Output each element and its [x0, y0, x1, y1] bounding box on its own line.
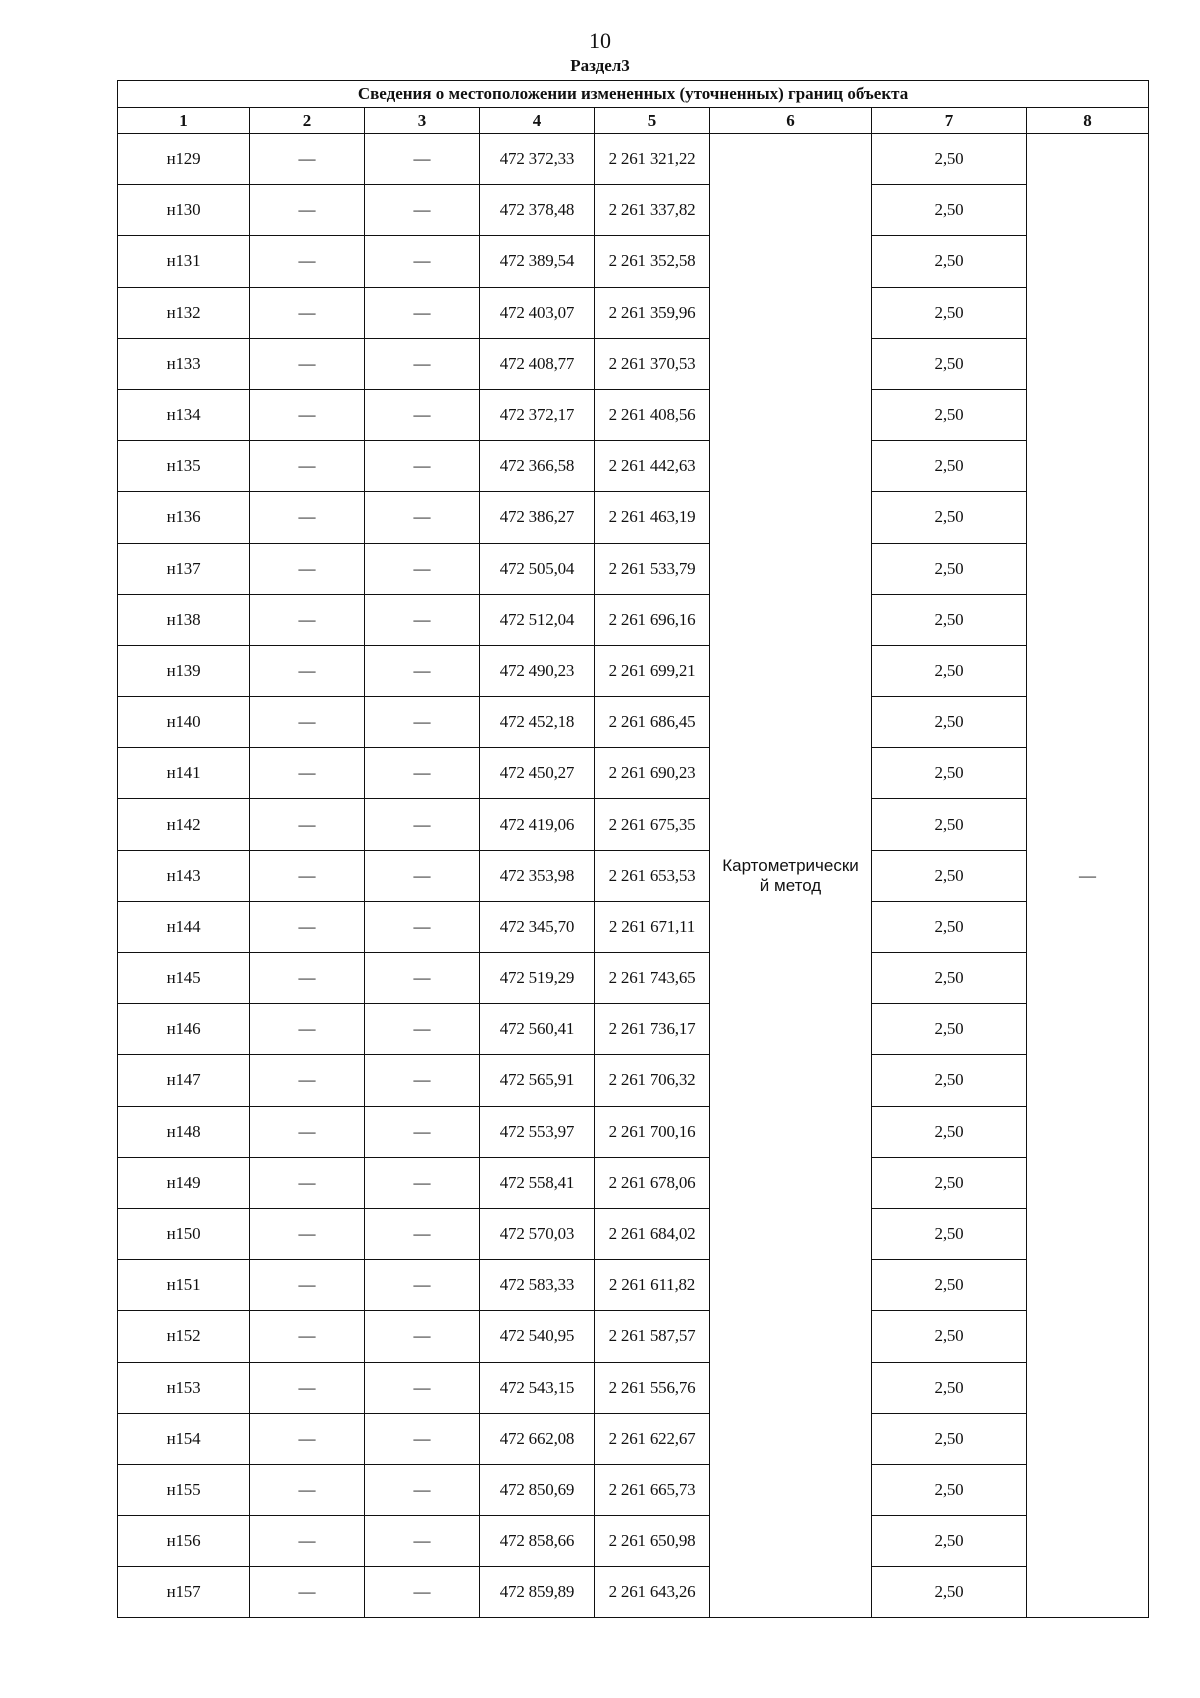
- table-row: [118, 134, 1149, 185]
- method-line-2: й метод: [759, 875, 822, 895]
- accuracy-value: 2,50: [872, 1208, 1027, 1259]
- table-row: [118, 287, 1149, 338]
- method-cell: [710, 134, 872, 1618]
- column-number: 6: [710, 108, 872, 134]
- table-row: [118, 953, 1149, 1004]
- coord-x: 472 490,23: [480, 645, 595, 696]
- table-row: [118, 1362, 1149, 1413]
- coord-y: 2 261 696,16: [595, 594, 710, 645]
- coord-y: 2 261 370,53: [595, 338, 710, 389]
- coord-x: 472 583,33: [480, 1260, 595, 1311]
- accuracy-value: 2,50: [872, 748, 1027, 799]
- table-row: [118, 1157, 1149, 1208]
- accuracy-value: 2,50: [872, 1260, 1027, 1311]
- table-row: [118, 1516, 1149, 1567]
- point-id: н130: [118, 185, 250, 236]
- col2-value: —: [250, 1413, 365, 1464]
- point-id: н137: [118, 543, 250, 594]
- point-id: н143: [118, 850, 250, 901]
- table-row: [118, 901, 1149, 952]
- table-row: [118, 1260, 1149, 1311]
- col3-value: —: [365, 1413, 480, 1464]
- coord-x: 472 519,29: [480, 953, 595, 1004]
- col2-value: —: [250, 1567, 365, 1618]
- coord-x: 472 450,27: [480, 748, 595, 799]
- coord-y: 2 261 736,17: [595, 1004, 710, 1055]
- col3-value: —: [365, 1055, 480, 1106]
- point-id: н136: [118, 492, 250, 543]
- col3-value: —: [365, 287, 480, 338]
- coord-y: 2 261 556,76: [595, 1362, 710, 1413]
- col2-value: —: [250, 389, 365, 440]
- column-number: 4: [480, 108, 595, 134]
- accuracy-value: 2,50: [872, 953, 1027, 1004]
- coord-y: 2 261 675,35: [595, 799, 710, 850]
- col2-value: —: [250, 1311, 365, 1362]
- point-id: н138: [118, 594, 250, 645]
- table-row: [118, 594, 1149, 645]
- accuracy-value: 2,50: [872, 594, 1027, 645]
- col3-value: —: [365, 594, 480, 645]
- coord-y: 2 261 706,32: [595, 1055, 710, 1106]
- coord-x: 472 452,18: [480, 697, 595, 748]
- col3-value: —: [365, 134, 480, 185]
- col2-value: —: [250, 236, 365, 287]
- point-id: н140: [118, 697, 250, 748]
- point-id: н152: [118, 1311, 250, 1362]
- point-id: н142: [118, 799, 250, 850]
- col3-value: —: [365, 1567, 480, 1618]
- column-number: 8: [1027, 108, 1149, 134]
- coord-x: 472 512,04: [480, 594, 595, 645]
- table-row: [118, 645, 1149, 696]
- point-id: н139: [118, 645, 250, 696]
- coord-y: 2 261 622,67: [595, 1413, 710, 1464]
- col3-value: —: [365, 441, 480, 492]
- point-id: н144: [118, 901, 250, 952]
- coord-y: 2 261 533,79: [595, 543, 710, 594]
- point-id: н147: [118, 1055, 250, 1106]
- col2-value: —: [250, 1208, 365, 1259]
- col3-value: —: [365, 901, 480, 952]
- col3-value: —: [365, 1106, 480, 1157]
- accuracy-value: 2,50: [872, 338, 1027, 389]
- method-line-1: Картометрически: [722, 855, 859, 875]
- coord-x: 472 858,66: [480, 1516, 595, 1567]
- col2-value: —: [250, 953, 365, 1004]
- table-row: [118, 1004, 1149, 1055]
- col2-value: —: [250, 1260, 365, 1311]
- col3-value: —: [365, 1157, 480, 1208]
- table-row: [118, 236, 1149, 287]
- col8-value: —: [1027, 134, 1149, 1618]
- accuracy-value: 2,50: [872, 185, 1027, 236]
- col2-value: —: [250, 901, 365, 952]
- coord-x: 472 408,77: [480, 338, 595, 389]
- table-row: [118, 338, 1149, 389]
- table-row: [118, 1567, 1149, 1618]
- accuracy-value: 2,50: [872, 543, 1027, 594]
- col2-value: —: [250, 134, 365, 185]
- column-number: 2: [250, 108, 365, 134]
- table-caption: Сведения о местоположении измененных (уточненных) границ объекта: [118, 81, 1149, 108]
- accuracy-value: 2,50: [872, 1413, 1027, 1464]
- col2-value: —: [250, 697, 365, 748]
- col3-value: —: [365, 799, 480, 850]
- coord-x: 472 345,70: [480, 901, 595, 952]
- point-id: н150: [118, 1208, 250, 1259]
- col2-value: —: [250, 748, 365, 799]
- col2-value: —: [250, 1055, 365, 1106]
- table-row: [118, 441, 1149, 492]
- column-number-row: [118, 108, 1149, 134]
- col3-value: —: [365, 697, 480, 748]
- table-row: [118, 850, 1149, 901]
- coord-x: 472 378,48: [480, 185, 595, 236]
- accuracy-value: 2,50: [872, 1464, 1027, 1515]
- col3-value: —: [365, 953, 480, 1004]
- section-title: Раздел3: [570, 56, 630, 75]
- coord-y: 2 261 699,21: [595, 645, 710, 696]
- col2-value: —: [250, 492, 365, 543]
- accuracy-value: 2,50: [872, 287, 1027, 338]
- coord-x: 472 403,07: [480, 287, 595, 338]
- col3-value: —: [365, 645, 480, 696]
- coord-x: 472 366,58: [480, 441, 595, 492]
- coord-x: 472 558,41: [480, 1157, 595, 1208]
- coord-y: 2 261 686,45: [595, 697, 710, 748]
- col2-value: —: [250, 1516, 365, 1567]
- coord-y: 2 261 743,65: [595, 953, 710, 1004]
- point-id: н146: [118, 1004, 250, 1055]
- col2-value: —: [250, 1004, 365, 1055]
- col3-value: —: [365, 185, 480, 236]
- coord-y: 2 261 587,57: [595, 1311, 710, 1362]
- col3-value: —: [365, 748, 480, 799]
- accuracy-value: 2,50: [872, 1362, 1027, 1413]
- column-number: 3: [365, 108, 480, 134]
- coord-y: 2 261 671,11: [595, 901, 710, 952]
- coord-x: 472 553,97: [480, 1106, 595, 1157]
- accuracy-value: 2,50: [872, 1311, 1027, 1362]
- accuracy-value: 2,50: [872, 492, 1027, 543]
- table-row: [118, 1106, 1149, 1157]
- accuracy-value: 2,50: [872, 697, 1027, 748]
- coord-x: 472 505,04: [480, 543, 595, 594]
- table-row: [118, 748, 1149, 799]
- point-id: н134: [118, 389, 250, 440]
- accuracy-value: 2,50: [872, 645, 1027, 696]
- col3-value: —: [365, 1260, 480, 1311]
- point-id: н145: [118, 953, 250, 1004]
- coord-x: 472 372,17: [480, 389, 595, 440]
- col2-value: —: [250, 338, 365, 389]
- point-id: н129: [118, 134, 250, 185]
- table-row: [118, 799, 1149, 850]
- coord-x: 472 560,41: [480, 1004, 595, 1055]
- col3-value: —: [365, 338, 480, 389]
- coord-y: 2 261 678,06: [595, 1157, 710, 1208]
- point-id: н132: [118, 287, 250, 338]
- col2-value: —: [250, 1157, 365, 1208]
- table-row: [118, 697, 1149, 748]
- col2-value: —: [250, 594, 365, 645]
- point-id: н153: [118, 1362, 250, 1413]
- col3-value: —: [365, 1464, 480, 1515]
- coord-x: 472 565,91: [480, 1055, 595, 1106]
- point-id: н141: [118, 748, 250, 799]
- col2-value: —: [250, 1464, 365, 1515]
- accuracy-value: 2,50: [872, 134, 1027, 185]
- accuracy-value: 2,50: [872, 1004, 1027, 1055]
- col3-value: —: [365, 389, 480, 440]
- coord-x: 472 850,69: [480, 1464, 595, 1515]
- accuracy-value: 2,50: [872, 1157, 1027, 1208]
- coord-y: 2 261 684,02: [595, 1208, 710, 1259]
- point-id: н151: [118, 1260, 250, 1311]
- table-body: [118, 134, 1149, 1618]
- col2-value: —: [250, 543, 365, 594]
- table-row: [118, 1055, 1149, 1106]
- coord-x: 472 543,15: [480, 1362, 595, 1413]
- coord-x: 472 353,98: [480, 850, 595, 901]
- col2-value: —: [250, 287, 365, 338]
- accuracy-value: 2,50: [872, 236, 1027, 287]
- col3-value: —: [365, 850, 480, 901]
- accuracy-value: 2,50: [872, 441, 1027, 492]
- col3-value: —: [365, 1208, 480, 1259]
- coord-x: 472 419,06: [480, 799, 595, 850]
- coord-y: 2 261 408,56: [595, 389, 710, 440]
- col3-value: —: [365, 492, 480, 543]
- col2-value: —: [250, 1106, 365, 1157]
- table-row: [118, 1413, 1149, 1464]
- point-id: н133: [118, 338, 250, 389]
- coord-y: 2 261 463,19: [595, 492, 710, 543]
- page-number: 10: [589, 28, 611, 53]
- coord-y: 2 261 321,22: [595, 134, 710, 185]
- point-id: н135: [118, 441, 250, 492]
- coord-y: 2 261 690,23: [595, 748, 710, 799]
- accuracy-value: 2,50: [872, 1055, 1027, 1106]
- col2-value: —: [250, 441, 365, 492]
- coord-x: 472 859,89: [480, 1567, 595, 1618]
- point-id: н149: [118, 1157, 250, 1208]
- column-number: 5: [595, 108, 710, 134]
- coord-y: 2 261 643,26: [595, 1567, 710, 1618]
- col2-value: —: [250, 1362, 365, 1413]
- accuracy-value: 2,50: [872, 1106, 1027, 1157]
- coord-y: 2 261 442,63: [595, 441, 710, 492]
- coord-x: 472 386,27: [480, 492, 595, 543]
- accuracy-value: 2,50: [872, 901, 1027, 952]
- coord-x: 472 540,95: [480, 1311, 595, 1362]
- table-row: [118, 1311, 1149, 1362]
- table-row: [118, 1464, 1149, 1515]
- point-id: н131: [118, 236, 250, 287]
- coord-y: 2 261 650,98: [595, 1516, 710, 1567]
- table-row: [118, 543, 1149, 594]
- table-row: [118, 492, 1149, 543]
- coord-y: 2 261 700,16: [595, 1106, 710, 1157]
- col3-value: —: [365, 1362, 480, 1413]
- boundary-coordinates-table: [117, 80, 1149, 1618]
- point-id: н157: [118, 1567, 250, 1618]
- coord-y: 2 261 337,82: [595, 185, 710, 236]
- col2-value: —: [250, 185, 365, 236]
- column-number: 7: [872, 108, 1027, 134]
- col2-value: —: [250, 645, 365, 696]
- coord-y: 2 261 352,58: [595, 236, 710, 287]
- col3-value: —: [365, 236, 480, 287]
- accuracy-value: 2,50: [872, 799, 1027, 850]
- coord-y: 2 261 611,82: [595, 1260, 710, 1311]
- col3-value: —: [365, 1004, 480, 1055]
- coord-x: 472 389,54: [480, 236, 595, 287]
- point-id: н148: [118, 1106, 250, 1157]
- coord-y: 2 261 665,73: [595, 1464, 710, 1515]
- accuracy-value: 2,50: [872, 1516, 1027, 1567]
- col2-value: —: [250, 799, 365, 850]
- point-id: н156: [118, 1516, 250, 1567]
- coord-x: 472 372,33: [480, 134, 595, 185]
- table-row: [118, 389, 1149, 440]
- col2-value: —: [250, 850, 365, 901]
- col3-value: —: [365, 1311, 480, 1362]
- col3-value: —: [365, 1516, 480, 1567]
- coord-x: 472 662,08: [480, 1413, 595, 1464]
- coord-y: 2 261 359,96: [595, 287, 710, 338]
- accuracy-value: 2,50: [872, 1567, 1027, 1618]
- table-row: [118, 185, 1149, 236]
- coord-y: 2 261 653,53: [595, 850, 710, 901]
- col3-value: —: [365, 543, 480, 594]
- coord-x: 472 570,03: [480, 1208, 595, 1259]
- point-id: н155: [118, 1464, 250, 1515]
- accuracy-value: 2,50: [872, 850, 1027, 901]
- table-row: [118, 1208, 1149, 1259]
- column-number: 1: [118, 108, 250, 134]
- accuracy-value: 2,50: [872, 389, 1027, 440]
- point-id: н154: [118, 1413, 250, 1464]
